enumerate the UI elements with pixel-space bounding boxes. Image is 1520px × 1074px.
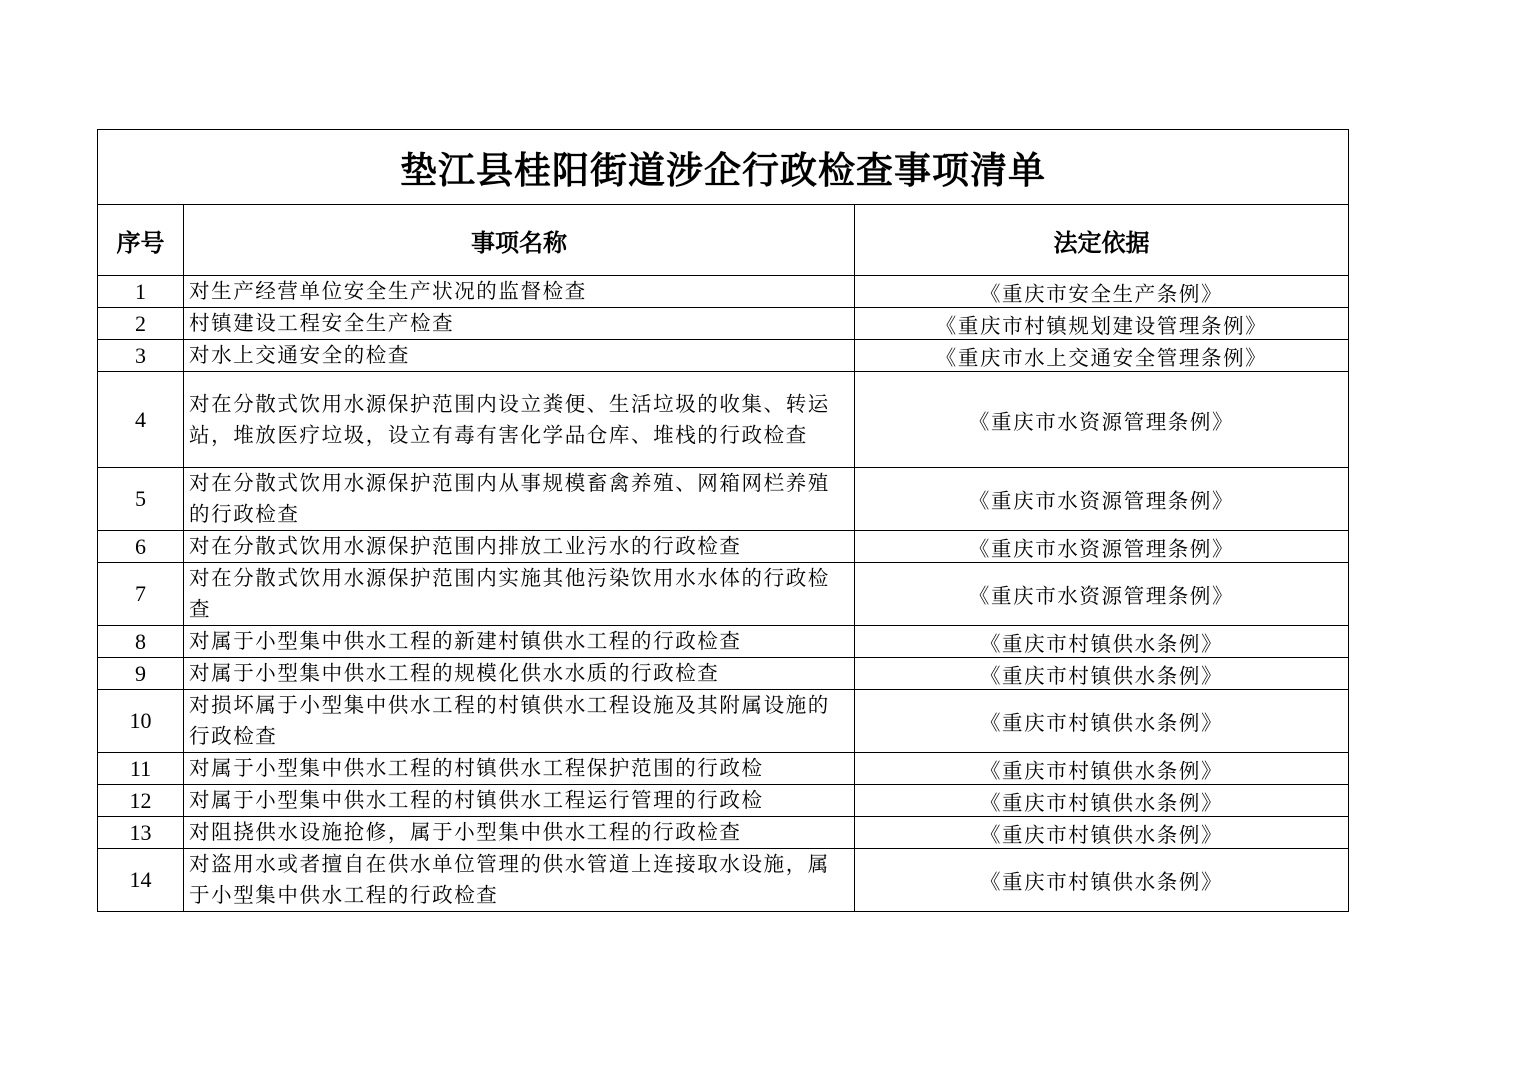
row-index: 5 <box>98 468 184 531</box>
row-legal-basis: 《重庆市村镇供水条例》 <box>855 658 1349 690</box>
row-index: 14 <box>98 849 184 912</box>
row-item-name: 对损坏属于小型集中供水工程的村镇供水工程设施及其附属设施的行政检查 <box>184 690 855 753</box>
row-index: 11 <box>98 753 184 785</box>
row-index: 1 <box>98 276 184 308</box>
table-row <box>98 308 1349 340</box>
row-item-name: 对在分散式饮用水源保护范围内排放工业污水的行政检查 <box>184 531 855 563</box>
table-row <box>98 690 1349 753</box>
table-row <box>98 468 1349 531</box>
table-row <box>98 626 1349 658</box>
column-header-name: 事项名称 <box>184 205 855 276</box>
table-row <box>98 849 1349 912</box>
row-item-name: 对属于小型集中供水工程的村镇供水工程运行管理的行政检 <box>184 785 855 817</box>
row-legal-basis: 《重庆市村镇供水条例》 <box>855 785 1349 817</box>
table-row <box>98 340 1349 372</box>
table-row <box>98 276 1349 308</box>
table-row <box>98 531 1349 563</box>
row-legal-basis: 《重庆市村镇供水条例》 <box>855 753 1349 785</box>
row-item-name: 村镇建设工程安全生产检查 <box>184 308 855 340</box>
table-row <box>98 658 1349 690</box>
table-title: 垫江县桂阳街道涉企行政检查事项清单 <box>98 130 1349 205</box>
row-index: 2 <box>98 308 184 340</box>
row-legal-basis: 《重庆市村镇供水条例》 <box>855 626 1349 658</box>
table-row <box>98 372 1349 468</box>
row-index: 8 <box>98 626 184 658</box>
row-item-name: 对属于小型集中供水工程的村镇供水工程保护范围的行政检 <box>184 753 855 785</box>
column-header-basis: 法定依据 <box>855 205 1349 276</box>
row-item-name: 对属于小型集中供水工程的规模化供水水质的行政检查 <box>184 658 855 690</box>
row-index: 10 <box>98 690 184 753</box>
row-item-name: 对属于小型集中供水工程的新建村镇供水工程的行政检查 <box>184 626 855 658</box>
row-item-name: 对在分散式饮用水源保护范围内从事规模畜禽养殖、网箱网栏养殖的行政检查 <box>184 468 855 531</box>
row-legal-basis: 《重庆市水上交通安全管理条例》 <box>855 340 1349 372</box>
row-index: 7 <box>98 563 184 626</box>
row-index: 3 <box>98 340 184 372</box>
table-row <box>98 563 1349 626</box>
row-item-name: 对阻挠供水设施抢修，属于小型集中供水工程的行政检查 <box>184 817 855 849</box>
row-index: 4 <box>98 372 184 468</box>
row-item-name: 对水上交通安全的检查 <box>184 340 855 372</box>
row-legal-basis: 《重庆市村镇规划建设管理条例》 <box>855 308 1349 340</box>
row-index: 6 <box>98 531 184 563</box>
table-row <box>98 753 1349 785</box>
row-legal-basis: 《重庆市水资源管理条例》 <box>855 563 1349 626</box>
row-item-name: 对在分散式饮用水源保护范围内实施其他污染饮用水水体的行政检查 <box>184 563 855 626</box>
title-row <box>98 130 1349 205</box>
row-index: 9 <box>98 658 184 690</box>
row-legal-basis: 《重庆市村镇供水条例》 <box>855 849 1349 912</box>
row-legal-basis: 《重庆市水资源管理条例》 <box>855 531 1349 563</box>
column-header-index: 序号 <box>98 205 184 276</box>
row-legal-basis: 《重庆市水资源管理条例》 <box>855 468 1349 531</box>
table-row <box>98 817 1349 849</box>
row-legal-basis: 《重庆市安全生产条例》 <box>855 276 1349 308</box>
row-legal-basis: 《重庆市村镇供水条例》 <box>855 690 1349 753</box>
inspection-items-table <box>97 129 1349 912</box>
row-item-name: 对生产经营单位安全生产状况的监督检查 <box>184 276 855 308</box>
row-item-name: 对盗用水或者擅自在供水单位管理的供水管道上连接取水设施，属于小型集中供水工程的行政检查 <box>184 849 855 912</box>
row-index: 12 <box>98 785 184 817</box>
header-row <box>98 205 1349 276</box>
row-index: 13 <box>98 817 184 849</box>
row-item-name: 对在分散式饮用水源保护范围内设立粪便、生活垃圾的收集、转运站，堆放医疗垃圾，设立有毒有害化学品仓库、堆栈的行政检查 <box>184 372 855 468</box>
table-row <box>98 785 1349 817</box>
row-legal-basis: 《重庆市水资源管理条例》 <box>855 372 1349 468</box>
row-legal-basis: 《重庆市村镇供水条例》 <box>855 817 1349 849</box>
